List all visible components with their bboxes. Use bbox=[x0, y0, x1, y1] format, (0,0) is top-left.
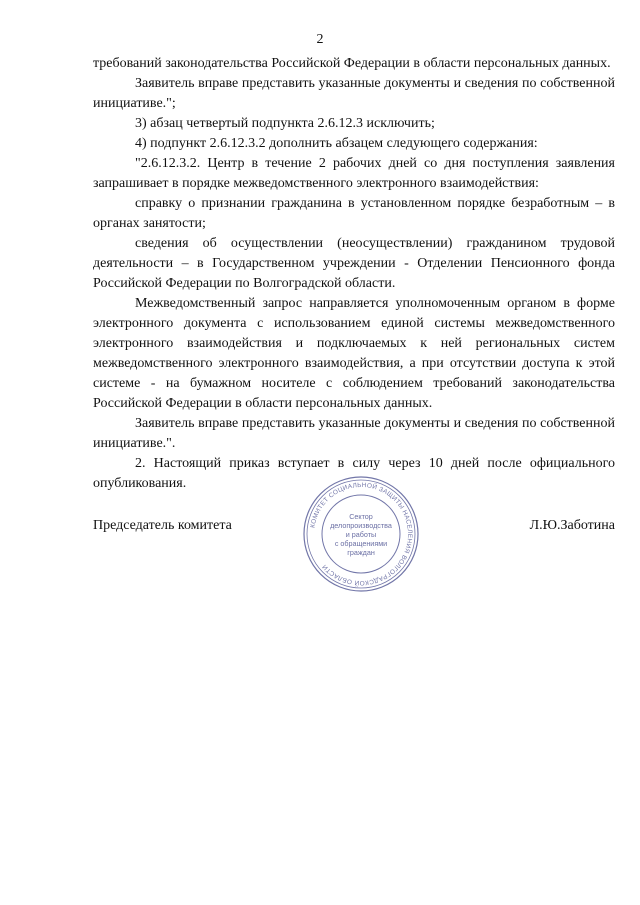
paragraph: 4) подпункт 2.6.12.3.2 дополнить абзацем следующего содержания: bbox=[135, 136, 538, 151]
stamp-line: делопроизводства bbox=[330, 521, 392, 530]
paragraph: Заявитель вправе представить указанные документы и сведения по собственной инициативе.". bbox=[93, 416, 615, 451]
page-number: 2 bbox=[316, 32, 324, 47]
stamp-line: и работы bbox=[345, 530, 377, 539]
paragraph: "2.6.12.3.2. Центр в течение 2 рабочих дней со дня поступления заявления запрашивает в порядке межведомственного электронного взаимодействия: bbox=[93, 156, 615, 191]
paragraph: Заявитель вправе представить указанные документы и сведения по собственной инициативе."; bbox=[93, 76, 615, 111]
paragraph: сведения об осуществлении (неосуществлении) гражданином трудовой деятельности – в Государственном учреждении - Отделении Пенсионного фонда Российской Федерации по Волгоградской области. bbox=[93, 236, 615, 291]
paragraph: 2. Настоящий приказ вступает в силу через 10 дней после официального опубликования. bbox=[93, 456, 615, 491]
signer-name: Л.Ю.Заботина bbox=[529, 518, 615, 533]
signer-title: Председатель комитета bbox=[93, 518, 232, 533]
stamp-line: граждан bbox=[347, 548, 375, 557]
paragraph: 3) абзац четвертый подпункта 2.6.12.3 исключить; bbox=[135, 116, 435, 131]
stamp-outer-text: КОМИТЕТ СОЦИАЛЬНОЙ ЗАЩИТЫ НАСЕЛЕНИЯ ВОЛГОГРАДСКОЙ ОБЛАСТИ bbox=[309, 481, 414, 587]
paragraph: справку о признании гражданина в установленном порядке безработным – в органах занятости; bbox=[93, 196, 615, 231]
stamp-line: с обращениями bbox=[334, 539, 388, 548]
paragraph: Межведомственный запрос направляется уполномоченным органом в форме электронного документа с использованием единой системы межведомственного электронного взаимодействия и подключаемых к ней региональных систем межведомственного электронного взаимодействия, а при отсутствии доступа к этой системе - на бумажном носителе с соблюдением требований законодательства Российской Федерации в области персональных данных. bbox=[93, 296, 615, 411]
stamp-graphic bbox=[302, 475, 420, 593]
document-body bbox=[93, 54, 615, 494]
paragraph: требований законодательства Российской Федерации в области персональных данных. bbox=[93, 56, 611, 71]
official-stamp bbox=[302, 475, 420, 593]
stamp-line: Сектор bbox=[349, 512, 373, 521]
